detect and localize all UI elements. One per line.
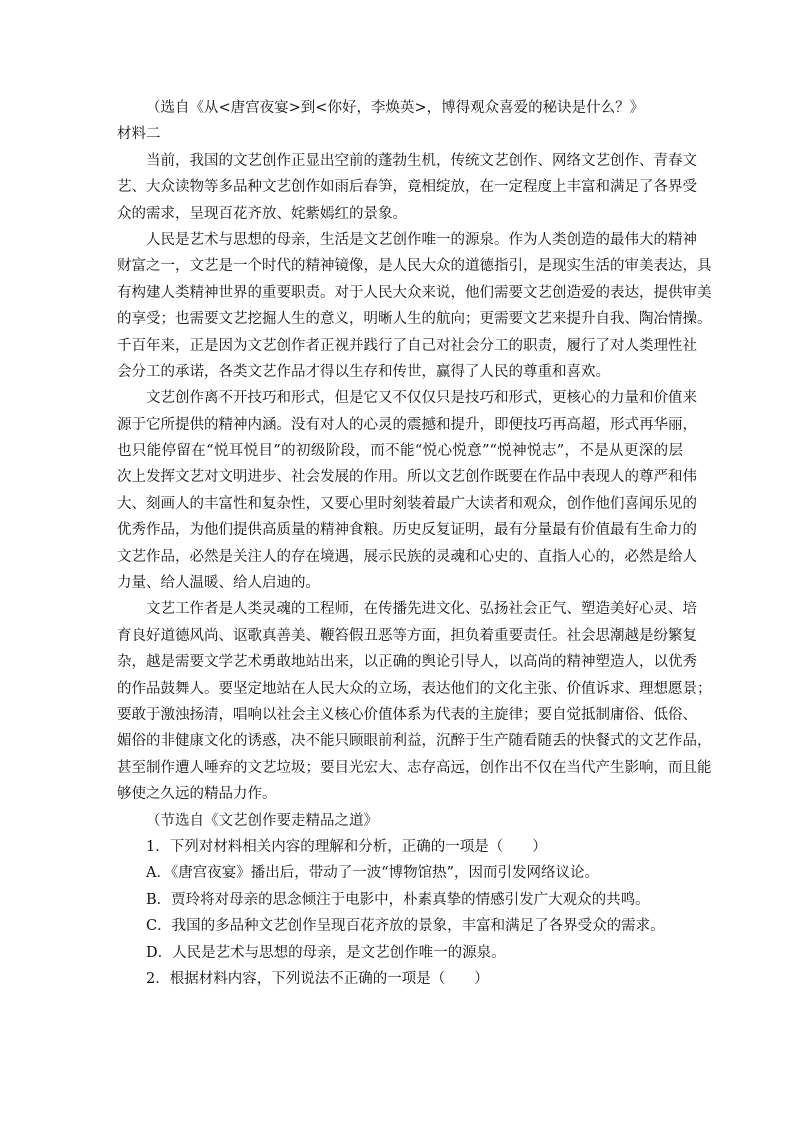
paragraph-line: 甚至制作遭人唾弃的文艺垃圾；要目光宏大、志存高远，创作出不仅在当代产生影响，而且能 [117,759,712,776]
paragraph-line: 会分工的承诺，各类文艺作品才得以生存和传世，赢得了人民的尊重和喜欢。 [117,363,610,380]
paragraph-line: 文艺创作离不开技巧和形式，但是它又不仅仅只是技巧和形式，更核心的力量和价值来 [146,390,697,407]
paragraph-line: 当前，我国的文艺创作正显出空前的蓬勃生机，传统文艺创作、网络文艺创作、青春文 [146,152,697,169]
paragraph-line: 力量、给人温暖、给人启迪的。 [117,575,320,592]
paragraph-line: 有构建人类精神世界的重要职责。对于人民大众来说，他们需要文艺创造爱的表达，提供审美 [117,284,712,301]
question-stem: 1．下列对材料相关内容的理解和分析，正确的一项是（ ） [146,838,547,855]
paragraph-line: 次上发挥文艺对文明进步、社会发展的作用。所以文艺创作既要在作品中表现人的尊严和伟 [117,469,697,486]
paragraph-line: 源于它所提供的精神内涵。没有对人的心灵的震撼和提升，即便技巧再高超，形式再华丽， [117,416,697,433]
paragraph-line: 的享受；也需要文艺挖掘人生的意义，明晰人生的航向；更需要文艺来提升自我、陶冶情操。 [117,311,712,328]
paragraph-line: 文艺作品，必然是关注人的存在境遇，展示民族的灵魂和心史的、直指人心的，必然是给人 [117,548,697,565]
question-1 [117,834,683,966]
paragraph-line: 艺、大众读物等多品种文艺创作如雨后春笋，竟相绽放，在一定程度上丰富和满足了各界受 [117,179,697,196]
paragraph-1 [117,148,697,227]
option-d: D．人民是艺术与思想的母亲，是文艺创作唯一的源泉。 [146,944,506,961]
material-heading: 材料二 [117,126,161,143]
source-note-1: （选自《从<唐宫夜宴>到<你好，李焕英>，博得观众喜爱的秘诀是什么？》 [146,100,645,116]
paragraph-line: 要敢于激浊扬清，唱响以社会主义核心价值体系为代表的主旋律；要自觉抵制庸俗、低俗、 [117,706,697,723]
paragraph-3 [117,385,697,596]
paragraph-line: 人民是艺术与思想的母亲，生活是文艺创作唯一的源泉。作为人类创造的最伟大的精神 [146,231,697,248]
paragraph-line: 媚俗的非健康文化的诱惑，决不能只顾眼前利益，沉醉于生产随看随丢的快餐式的文艺作品， [117,733,712,750]
paragraph-line: 文艺工作者是人类灵魂的工程师，在传播先进文化、弘扬社会正气、塑造美好心灵、培 [146,601,697,618]
paragraph-line: 也只能停留在“悦耳悦目”的初级阶段，而不能“悦心悦意”“悦神悦志”，不是从更深的层 [117,443,683,460]
source-note-2: （节选自《文艺创作要走精品之道》 [146,812,378,829]
paragraph-line: 够使之久远的精品力作。 [117,786,277,803]
paragraph-2 [117,227,712,385]
question-2 [117,966,683,992]
option-b: B．贾玲将对母亲的思念倾注于电影中，朴素真挚的情感引发广大观众的共鸣。 [146,891,650,908]
paragraph-line: 千百年来，正是因为文艺创作者正视并践行了自己对社会分工的职责，履行了对人类理性社 [117,337,697,354]
paragraph-line: 众的需求，呈现百花齐放、姹紫嫣红的景象。 [117,205,407,222]
paragraph-line: 大、刻画人的丰富性和复杂性，又要心里时刻装着最广大读者和观众，创作他们喜闻乐见的 [117,495,697,512]
paragraph-line: 的作品鼓舞人。要坚定地站在人民大众的立场，表达他们的文化主张、价值诉求、理想愿景； [117,680,712,697]
paragraph-line: 杂，越是需要文学艺术勇敢地站出来，以正确的舆论引导人，以高尚的精神塑造人，以优秀 [117,654,697,671]
paragraph-line: 优秀作品，为他们提供高质量的精神食粮。历史反复证明，最有分量最有价值最有生命力的 [117,522,697,539]
question-stem: 2．根据材料内容，下列说法不正确的一项是（ ） [146,970,489,987]
paragraph-line: 财富之一，文艺是一个时代的精神镜像，是人民大众的道德指引，是现实生活的审美表达，具 [117,258,712,275]
document-content [117,95,712,992]
paragraph-line: 育良好道德风尚、讴歌真善美、鞭笞假丑恶等方面，担负着重要责任。社会思潮越是纷繁复 [117,627,697,644]
option-c: C．我国的多品种文艺创作呈现百花齐放的景象，丰富和满足了各界受众的需求。 [146,918,665,935]
option-a: A．《唐宫夜宴》播出后，带动了一波“博物馆热”，因而引发网络议论。 [146,865,600,882]
paragraph-4 [117,596,712,807]
